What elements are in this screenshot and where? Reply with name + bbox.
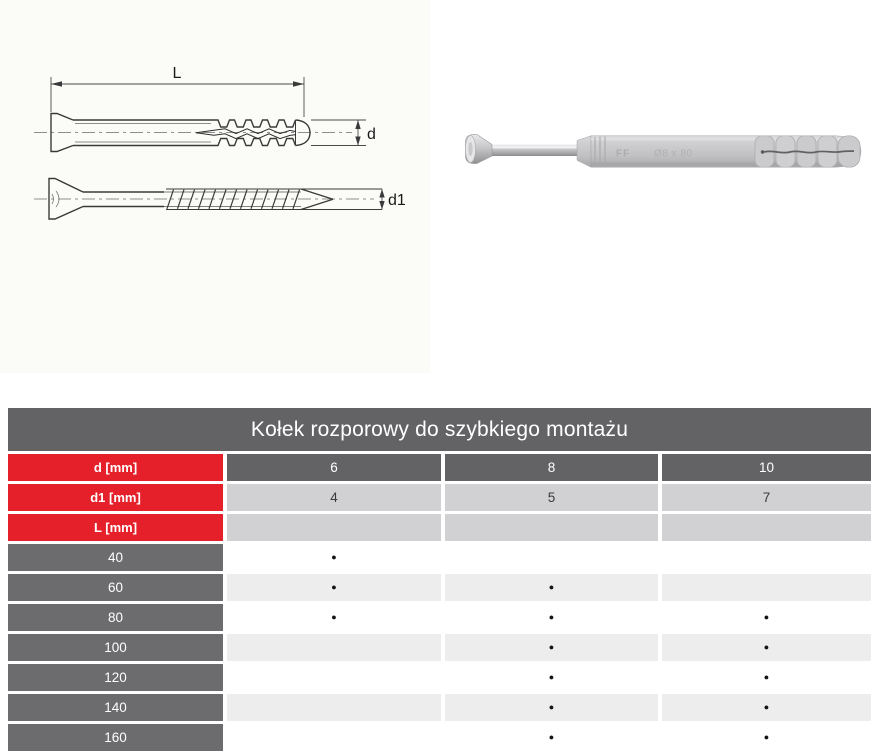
plug-side-view [34,114,352,152]
embossed-size-text: Ø8 x 80 [654,148,693,160]
spec-value: 8 [445,454,658,481]
length-label: 120 [8,664,223,691]
availability-dot [662,574,871,601]
availability-dot [662,544,871,571]
availability-dot [445,544,658,571]
dim-label-L: L [172,65,182,82]
spec-value: 4 [227,484,441,511]
length-label: 80 [8,604,223,631]
embossed-brand-text: FF [616,148,631,160]
availability-dot [227,634,441,661]
length-label: 140 [8,694,223,721]
product-photo [440,80,875,240]
spec-value: 5 [445,484,658,511]
length-label: 100 [8,634,223,661]
spec-value [227,514,441,541]
length-label: 60 [8,574,223,601]
spec-label-d1: d1 [mm] [8,484,223,511]
spec-value: 10 [662,454,871,481]
dimension-d1 [379,189,384,210]
availability-dot: ● [227,544,441,571]
spec-value [662,514,871,541]
dimension-L [51,77,304,117]
availability-dot: ● [445,634,658,661]
availability-dot: ● [662,694,871,721]
spec-value: 6 [227,454,441,481]
dimension-d [311,120,366,146]
spec-label-d: d [mm] [8,454,223,481]
availability-dot: ● [445,604,658,631]
photo-expansion-zone [755,136,860,167]
availability-dot: ● [445,724,658,751]
photo-plug-body [577,136,861,167]
table-title: Kołek rozporowy do szybkiego montażu [8,408,871,451]
table-grid [8,454,871,751]
availability-dot: ● [445,694,658,721]
availability-dot [227,724,441,751]
product-photo-svg [440,80,875,240]
length-label: 160 [8,724,223,751]
availability-dot [227,694,441,721]
photo-screw [466,134,586,163]
spec-value: 7 [662,484,871,511]
spec-table [8,408,871,751]
availability-dot: ● [227,604,441,631]
spec-value [445,514,658,541]
availability-dot: ● [227,574,441,601]
availability-dot: ● [445,664,658,691]
availability-dot: ● [662,634,871,661]
availability-dot: ● [662,664,871,691]
spec-label-L: L [mm] [8,514,223,541]
dim-label-d1: d1 [388,192,406,209]
availability-dot: ● [445,574,658,601]
dim-label-d: d [367,126,376,143]
availability-dot [227,664,441,691]
technical-drawing [0,0,430,373]
length-label: 40 [8,544,223,571]
technical-drawing-svg [0,0,430,373]
availability-dot: ● [662,724,871,751]
nail-side-view [34,179,382,220]
availability-dot: ● [662,604,871,631]
